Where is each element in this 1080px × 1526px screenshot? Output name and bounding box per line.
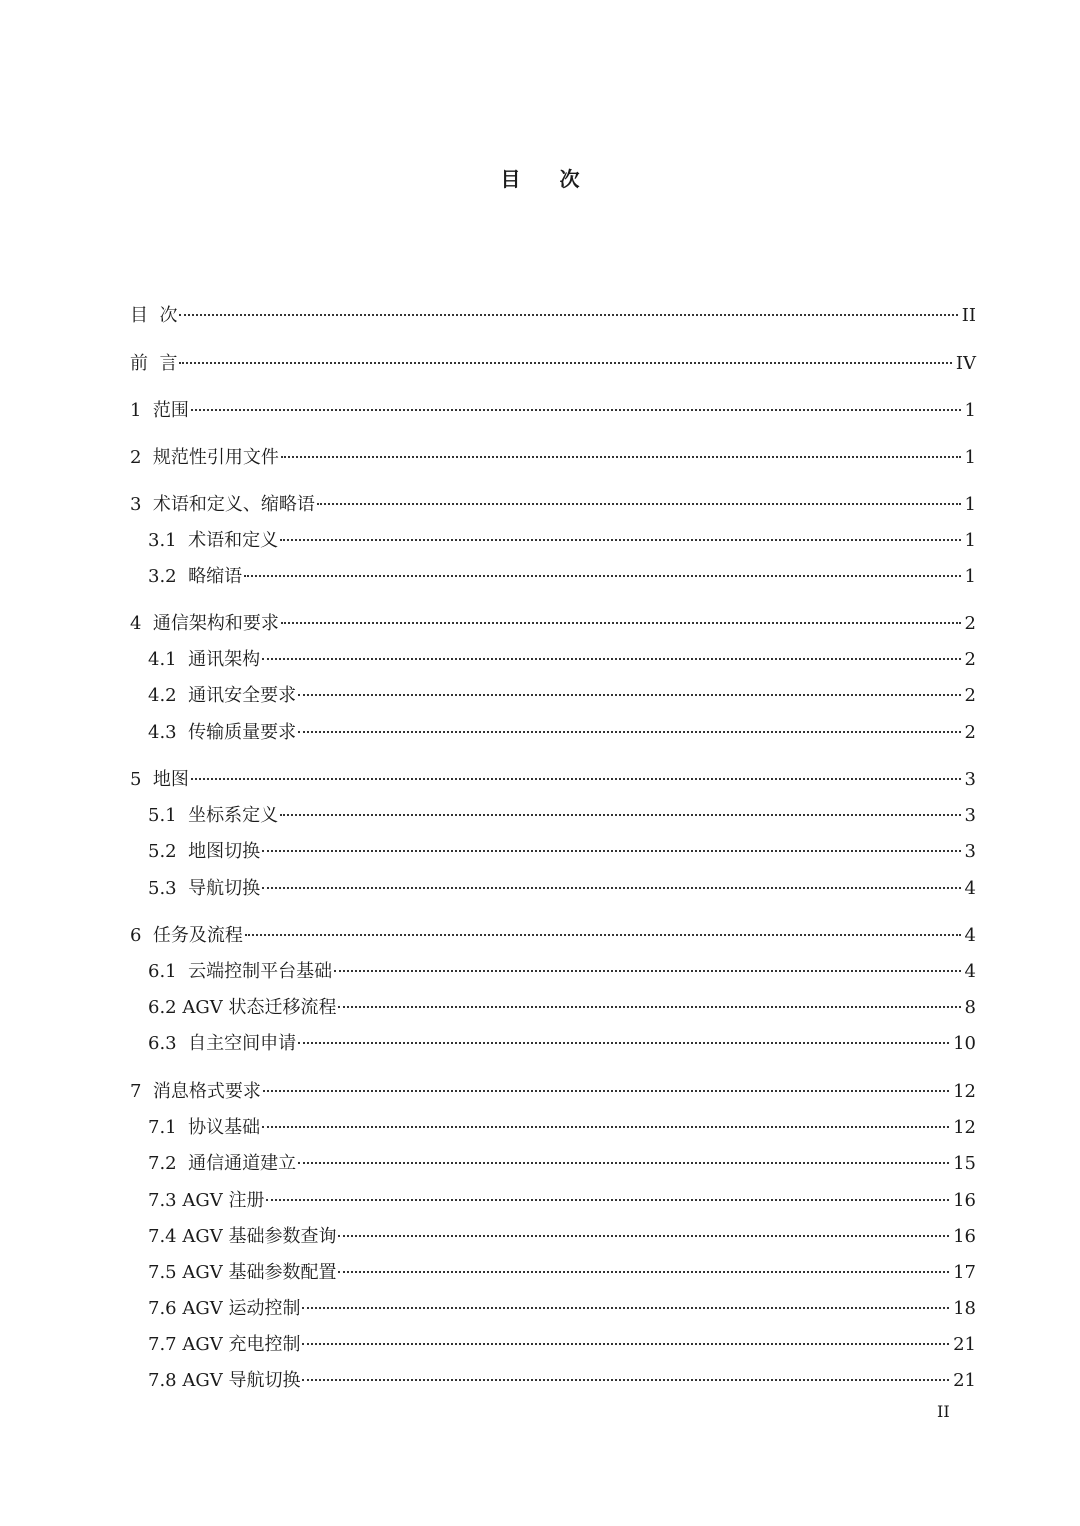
toc-entry-6-1[interactable] xyxy=(148,953,976,982)
toc-page-number: 1 xyxy=(964,447,976,468)
toc-label: 7.2 通信通道建立 xyxy=(148,1153,297,1174)
toc-entry-4-2[interactable] xyxy=(148,677,976,706)
toc-page-number: 1 xyxy=(964,494,976,515)
toc-entry-3-2[interactable] xyxy=(148,558,976,587)
toc-entry-7-7[interactable] xyxy=(148,1326,976,1355)
toc-entry-7-6[interactable] xyxy=(148,1290,976,1319)
dot-leader xyxy=(179,345,953,369)
toc-page-number: 2 xyxy=(964,722,976,743)
toc-page-number: IV xyxy=(955,353,976,374)
toc-page-number: 17 xyxy=(953,1262,976,1283)
toc-page-number: 16 xyxy=(953,1190,976,1211)
toc-page-number: 3 xyxy=(964,841,976,862)
toc-entry-5-3[interactable] xyxy=(148,870,976,899)
toc-page-number: 21 xyxy=(953,1334,976,1355)
toc-page-number: 18 xyxy=(953,1298,976,1319)
toc-page-number: 2 xyxy=(964,685,976,706)
toc-entry-3-1[interactable] xyxy=(148,522,976,551)
toc-page-number: 16 xyxy=(953,1226,976,1247)
toc-entry-4-1[interactable] xyxy=(148,641,976,670)
dot-leader xyxy=(244,558,962,582)
dot-leader xyxy=(298,1145,951,1169)
toc-entry-6-2[interactable] xyxy=(148,989,976,1018)
dot-leader xyxy=(280,797,962,821)
toc-entry-6[interactable] xyxy=(130,917,976,946)
toc-entry-1[interactable] xyxy=(130,392,976,421)
dot-leader xyxy=(281,439,963,463)
dot-leader xyxy=(338,1254,951,1278)
toc-label: 7.6 AGV 运动控制 xyxy=(148,1298,301,1319)
toc-label: 7.8 AGV 导航切换 xyxy=(148,1370,301,1391)
toc-page-number: 10 xyxy=(953,1033,976,1054)
dot-leader xyxy=(179,297,959,321)
toc-label: 4.1 通讯架构 xyxy=(148,649,261,670)
toc-label: 3.2 略缩语 xyxy=(148,566,243,587)
toc-entry-6-3[interactable] xyxy=(148,1025,976,1054)
toc-entry-contents[interactable] xyxy=(130,297,976,326)
toc-label: 7 消息格式要求 xyxy=(130,1081,261,1102)
toc-entry-7-1[interactable] xyxy=(148,1109,976,1138)
dot-leader xyxy=(191,392,963,416)
toc-page-number: 3 xyxy=(964,805,976,826)
toc-label: 7.4 AGV 基础参数查询 xyxy=(148,1226,337,1247)
dot-leader xyxy=(338,1218,951,1242)
dot-leader xyxy=(302,1326,951,1350)
toc-entry-5[interactable] xyxy=(130,761,976,790)
toc-entry-5-2[interactable] xyxy=(148,833,976,862)
toc-entry-5-1[interactable] xyxy=(148,797,976,826)
dot-leader xyxy=(262,1109,951,1133)
toc-entry-7-8[interactable] xyxy=(148,1362,976,1391)
dot-leader xyxy=(334,953,962,977)
toc-label: 5.1 坐标系定义 xyxy=(148,805,279,826)
toc-label: 7.3 AGV 注册 xyxy=(148,1190,265,1211)
footer-page-number: II xyxy=(937,1402,950,1421)
toc-label: 4 通信架构和要求 xyxy=(130,613,279,634)
dot-leader xyxy=(338,989,962,1013)
toc-page-number: 12 xyxy=(953,1081,976,1102)
toc-page-number: 4 xyxy=(964,878,976,899)
toc-page-number: 1 xyxy=(964,566,976,587)
toc-entry-4[interactable] xyxy=(130,605,976,634)
toc-label: 3 术语和定义、缩略语 xyxy=(130,494,315,515)
page-title: 目 次 xyxy=(500,167,596,191)
toc-page-number: 4 xyxy=(964,961,976,982)
toc-label: 7.7 AGV 充电控制 xyxy=(148,1334,301,1355)
dot-leader xyxy=(298,1025,951,1049)
toc-page-number: 2 xyxy=(964,613,976,634)
dot-leader xyxy=(191,761,963,785)
toc-label: 7.5 AGV 基础参数配置 xyxy=(148,1262,337,1283)
dot-leader xyxy=(262,833,962,857)
toc-label: 5.3 导航切换 xyxy=(148,878,261,899)
toc-label: 6.3 自主空间申请 xyxy=(148,1033,297,1054)
dot-leader xyxy=(262,870,962,894)
dot-leader xyxy=(263,1073,951,1097)
toc-page-number: 2 xyxy=(964,649,976,670)
dot-leader xyxy=(245,917,963,941)
toc-label: 6.1 云端控制平台基础 xyxy=(148,961,333,982)
toc-page-number: 21 xyxy=(953,1370,976,1391)
toc-entry-7[interactable] xyxy=(130,1073,976,1102)
toc-entry-3[interactable] xyxy=(130,486,976,515)
toc-label: 6 任务及流程 xyxy=(130,925,243,946)
dot-leader xyxy=(266,1182,951,1206)
dot-leader xyxy=(317,486,963,510)
dot-leader xyxy=(302,1362,951,1386)
dot-leader xyxy=(302,1290,951,1314)
toc-entry-foreword[interactable] xyxy=(130,345,976,374)
toc-label: 5 地图 xyxy=(130,769,189,790)
toc-label: 2 规范性引用文件 xyxy=(130,447,279,468)
toc-page-number: 8 xyxy=(964,997,976,1018)
toc-entry-7-2[interactable] xyxy=(148,1145,976,1174)
toc-label: 目 次 xyxy=(130,305,178,326)
dot-leader xyxy=(281,605,963,629)
toc-page-number: 4 xyxy=(964,925,976,946)
toc-entry-2[interactable] xyxy=(130,439,976,468)
toc-page-number: 15 xyxy=(953,1153,976,1174)
toc-page-number: II xyxy=(961,305,976,326)
toc-label: 1 范围 xyxy=(130,400,189,421)
toc-entry-7-3[interactable] xyxy=(148,1182,976,1211)
dot-leader xyxy=(298,714,962,738)
dot-leader xyxy=(298,677,962,701)
toc-entry-7-5[interactable] xyxy=(148,1254,976,1283)
toc-entry-7-4[interactable] xyxy=(148,1218,976,1247)
toc-label: 4.2 通讯安全要求 xyxy=(148,685,297,706)
toc-page-number: 1 xyxy=(964,400,976,421)
toc-page-number: 12 xyxy=(953,1117,976,1138)
toc-label: 4.3 传输质量要求 xyxy=(148,722,297,743)
toc-page-number: 3 xyxy=(964,769,976,790)
toc-label: 6.2 AGV 状态迁移流程 xyxy=(148,997,337,1018)
dot-leader xyxy=(280,522,962,546)
toc-label: 5.2 地图切换 xyxy=(148,841,261,862)
toc-label: 3.1 术语和定义 xyxy=(148,530,279,551)
toc-page-number: 1 xyxy=(964,530,976,551)
toc-label: 7.1 协议基础 xyxy=(148,1117,261,1138)
toc-entry-4-3[interactable] xyxy=(148,714,976,743)
toc-label: 前 言 xyxy=(130,353,178,374)
dot-leader xyxy=(262,641,962,665)
